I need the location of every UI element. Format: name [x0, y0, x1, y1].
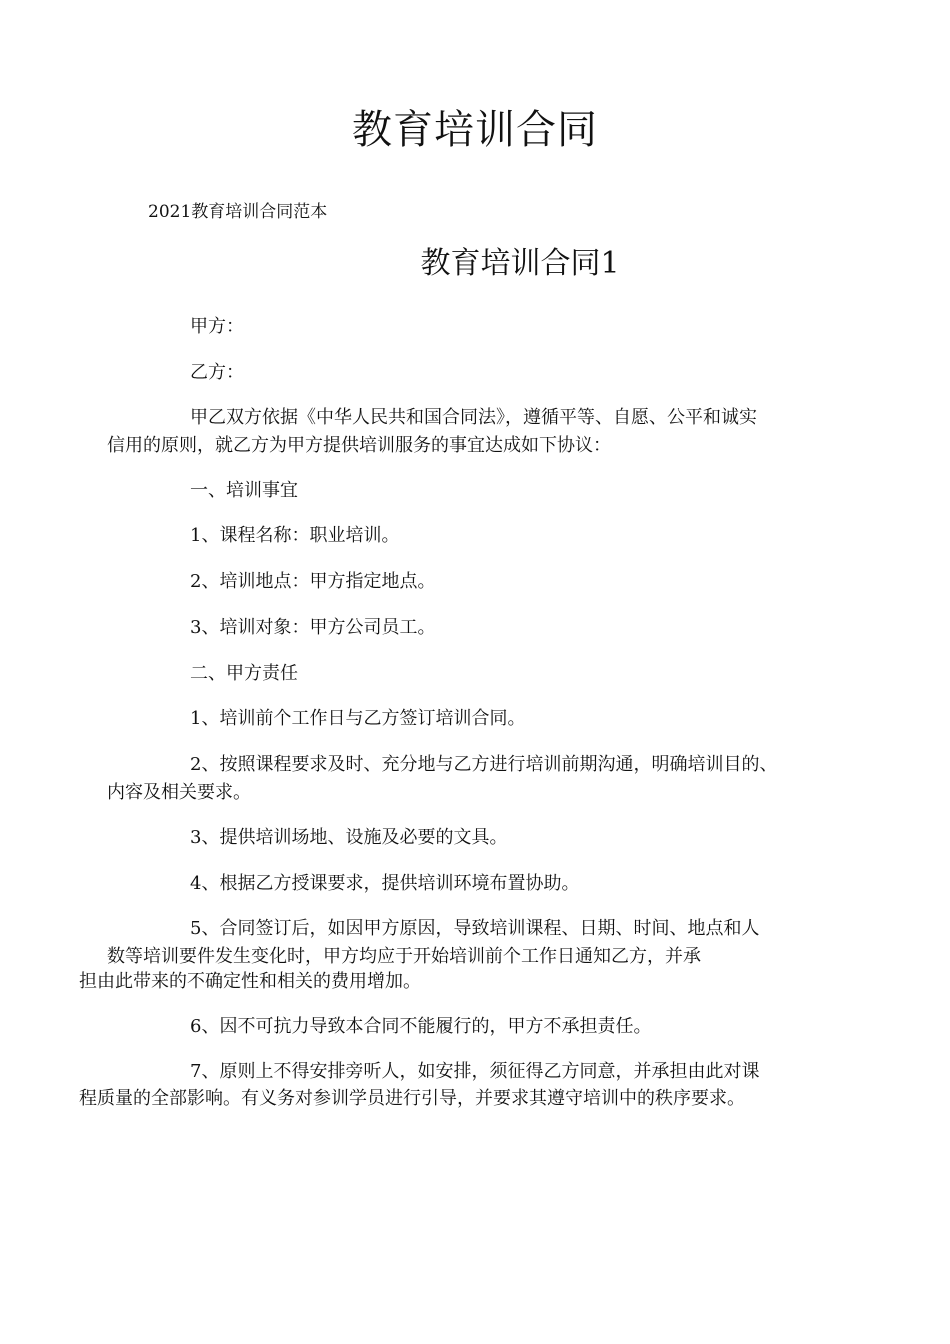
clause-training-location: 2、培训地点：甲方指定地点。 — [190, 571, 436, 592]
party-a-line: 甲方： — [190, 316, 244, 337]
document-title: 教育培训合同 — [352, 107, 598, 153]
heading-party-a-duties: 二、甲方责任 — [190, 663, 298, 684]
heading-training-matters: 一、培训事宜 — [190, 480, 298, 501]
duty-3: 3、提供培训场地、设施及必要的文具。 — [190, 827, 508, 848]
duty-4: 4、根据乙方授课要求，提供培训环境布置协助。 — [190, 873, 580, 894]
duty-2-line-2: 内容及相关要求。 — [107, 782, 251, 803]
duty-7-line-2: 程质量的全部影响。有义务对参训学员进行引导，并要求其遵守培训中的秩序要求。 — [79, 1088, 745, 1109]
clause-course-name: 1、课程名称：职业培训。 — [190, 525, 400, 546]
duty-7-line-1: 7、原则上不得安排旁听人，如安排，须征得乙方同意，并承担由此对课 — [190, 1061, 760, 1082]
duty-2-line-1: 2、按照课程要求及时、充分地与乙方进行培训前期沟通，明确培训目的、 — [190, 754, 778, 775]
clause-training-target: 3、培训对象：甲方公司员工。 — [190, 617, 436, 638]
preamble-line-1: 甲乙双方依据《中华人民共和国合同法》，遵循平等、自愿、公平和诚实 — [190, 407, 757, 428]
section-title: 教育培训合同1 — [420, 246, 620, 281]
duty-1: 1、培训前个工作日与乙方签订培训合同。 — [190, 708, 526, 729]
duty-5-line-2: 数等培训要件发生变化时，甲方均应于开始培训前个工作日通知乙方，并承 — [107, 946, 701, 967]
document-subtitle: 2021教育培训合同范本 — [148, 202, 328, 222]
duty-6: 6、因不可抗力导致本合同不能履行的，甲方不承担责任。 — [190, 1016, 652, 1037]
duty-5-line-3: 担由此带来的不确定性和相关的费用增加。 — [79, 971, 421, 992]
duty-5-line-1: 5、合同签订后，如因甲方原因，导致培训课程、日期、时间、地点和人 — [190, 918, 760, 939]
party-b-line: 乙方： — [190, 362, 244, 383]
preamble-line-2: 信用的原则，就乙方为甲方提供培训服务的事宜达成如下协议： — [107, 435, 611, 456]
